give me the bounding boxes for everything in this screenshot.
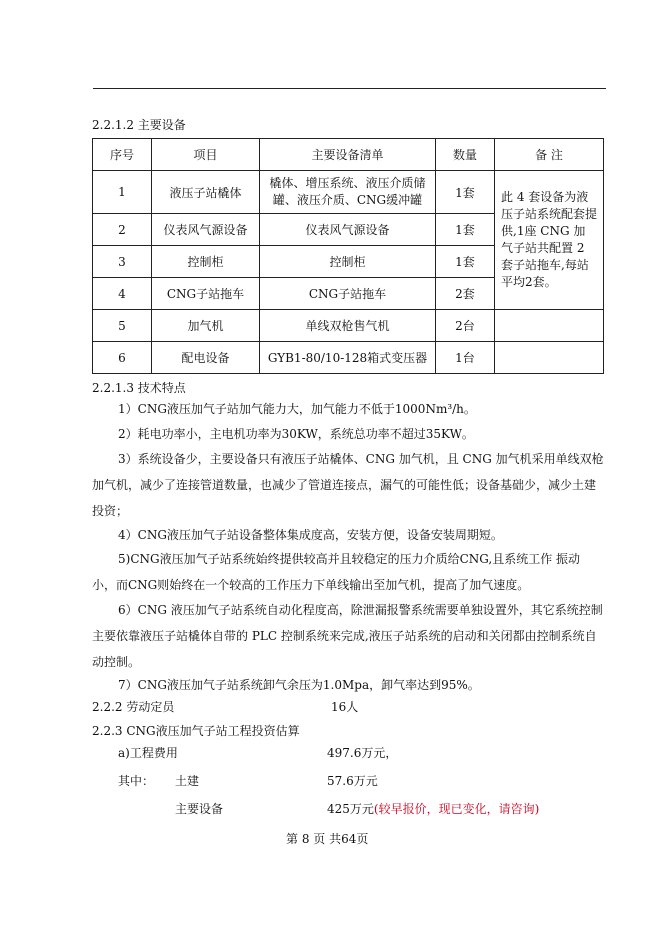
table-row (93, 171, 604, 214)
cell-list: 单线双枪售气机 (260, 310, 436, 342)
civil-label: 土建 (175, 774, 200, 788)
cell-qty: 2套 (436, 278, 495, 310)
table-header-row (93, 139, 604, 171)
labor-value: 16人 (331, 700, 359, 714)
labor-label: 2.2.2 劳动定员 (92, 700, 175, 714)
header-qty: 数量 (436, 139, 495, 171)
cell-item: 仪表风气源设备 (152, 214, 260, 246)
cell-no: 3 (93, 246, 152, 278)
cell-qty: 1套 (436, 171, 495, 214)
section-heading-equipment: 2.2.1.2 主要设备 (92, 118, 186, 132)
cell-no: 1 (93, 171, 152, 214)
header-rule (93, 88, 606, 89)
cell-list: 控制柜 (260, 246, 436, 278)
feature-item: 5)CNG液压加气子站系统始终提供较高并且较稳定的压力介质给CNG,且系统工作 振动小，而CNG则始终在一个较高的工作压力下单线输出至加气机，提高了加气速度。 (92, 552, 581, 592)
cell-qty: 1套 (436, 246, 495, 278)
cell-qty: 2台 (436, 310, 495, 342)
header-no: 序号 (93, 139, 152, 171)
cell-item: 液压子站橇体 (152, 171, 260, 214)
feature-item: 6）CNG 液压加气子站系统自动化程度高，除泄漏报警系统需要单独设置外，其它系统控制主要依靠液压子站橇体自带的 PLC 控制系统来完成,液压子站系统的启动和关闭都由控制系统自动控制。 (92, 603, 603, 669)
engineering-label: a)工程费用 (118, 746, 178, 760)
feature-item: 4）CNG液压加气子站设备整体集成度高，安装方便，设备安装周期短。 (118, 528, 503, 542)
cell-item: 加气机 (152, 310, 260, 342)
cell-qty: 1套 (436, 214, 495, 246)
cell-list: 橇体、增压系统、液压介质储罐、液压介质、CNG缓冲罐 (260, 171, 436, 214)
cell-item: 控制柜 (152, 246, 260, 278)
header-list: 主要设备清单 (260, 139, 436, 171)
cell-list: CNG子站拖车 (260, 278, 436, 310)
equipment-note: (较早报价，现已变化，请咨询) (373, 802, 540, 816)
header-item: 项目 (152, 139, 260, 171)
cell-item: 配电设备 (152, 342, 260, 374)
cell-qty: 1台 (436, 342, 495, 374)
cell-list: GYB1-80/10-128箱式变压器 (260, 342, 436, 374)
investment-title: 2.2.3 CNG液压加气子站工程投资估算 (92, 724, 300, 738)
cell-note-empty (495, 310, 604, 342)
cell-no: 5 (93, 310, 152, 342)
cell-item: CNG子站拖车 (152, 278, 260, 310)
feature-item: 3）系统设备少，主要设备只有液压子站橇体、CNG 加气机，且 CNG 加气机采用单线双枪加气机，减少了连接管道数量，也减少了管道连接点，漏气的可能性低；设备基础少，减少土建投资； (92, 452, 604, 518)
header-note: 备 注 (495, 139, 604, 171)
feature-item: 1）CNG液压加气子站加气能力大，加气能力不低于1000Nm³/h。 (118, 402, 476, 416)
equipment-value: 425万元 (327, 802, 374, 816)
table-row (93, 310, 604, 342)
cell-no: 4 (93, 278, 152, 310)
cell-note-empty (495, 342, 604, 374)
cell-note: 此 4 套设备为液压子站系统配套提供,1座 CNG 加气子站共配置 2 套子站拖车,每站平均2套。 (495, 171, 604, 310)
equipment-table (92, 138, 604, 374)
section-heading-features: 2.2.1.3 技术特点 (92, 381, 186, 395)
cell-no: 6 (93, 342, 152, 374)
cell-no: 2 (93, 214, 152, 246)
cell-list: 仪表风气源设备 (260, 214, 436, 246)
feature-item: 7）CNG液压加气子站系统卸气余压为1.0Mpa，卸气率达到95%。 (118, 678, 480, 692)
civil-value: 57.6万元 (327, 774, 378, 788)
equipment-cost (327, 800, 539, 817)
table-row (93, 342, 604, 374)
page-footer: 第 8 页 共64页 (286, 832, 369, 846)
equipment-label: 主要设备 (175, 802, 224, 816)
of-which-label: 其中： (118, 774, 155, 788)
engineering-value: 497.6万元， (327, 746, 398, 760)
feature-item: 2）耗电功率小，主电机功率为30KW，系统总功率不超过35KW。 (118, 427, 474, 441)
